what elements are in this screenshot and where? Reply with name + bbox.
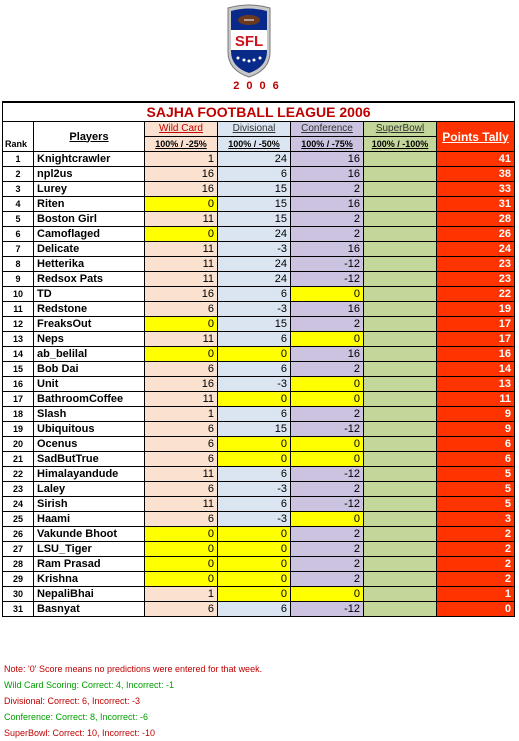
divisional-score: 0 [218, 572, 291, 587]
superbowl-header: SuperBowl [364, 122, 437, 137]
superbowl-score [364, 587, 437, 602]
superbowl-score [364, 392, 437, 407]
rank-cell: 15 [3, 362, 34, 377]
wild-card-score: 1 [145, 587, 218, 602]
wild-card-score: 0 [145, 572, 218, 587]
divisional-score: 6 [218, 407, 291, 422]
superbowl-score [364, 557, 437, 572]
rank-cell: 2 [3, 167, 34, 182]
table-row [3, 467, 515, 482]
superbowl-score [364, 497, 437, 512]
rank-cell: 1 [3, 152, 34, 167]
table-row [3, 227, 515, 242]
conference-scoring: 100% / -75% [291, 137, 364, 152]
table-row [3, 362, 515, 377]
rank-cell: 13 [3, 332, 34, 347]
superbowl-score [364, 347, 437, 362]
player-name: Bob Dai [34, 362, 145, 377]
wild-card-score: 6 [145, 602, 218, 617]
points-tally: 0 [437, 602, 515, 617]
wild-card-score: 6 [145, 362, 218, 377]
divisional-score: 15 [218, 182, 291, 197]
wild-card-score: 6 [145, 422, 218, 437]
superbowl-score [364, 362, 437, 377]
wild-card-score: 16 [145, 182, 218, 197]
points-tally: 17 [437, 332, 515, 347]
conference-score: 0 [291, 452, 364, 467]
rank-cell: 9 [3, 272, 34, 287]
superbowl-scoring: 100% / -100% [364, 137, 437, 152]
player-name: Camoflaged [34, 227, 145, 242]
table-row [3, 452, 515, 467]
superbowl-score [364, 167, 437, 182]
points-tally: 22 [437, 287, 515, 302]
player-name: Lurey [34, 182, 145, 197]
divisional-score: 24 [218, 227, 291, 242]
rank-cell: 22 [3, 467, 34, 482]
rank-cell: 23 [3, 482, 34, 497]
players-header: Players [34, 122, 145, 152]
table-row [3, 377, 515, 392]
table-row [3, 197, 515, 212]
superbowl-score [364, 467, 437, 482]
conference-score: 0 [291, 332, 364, 347]
points-tally: 2 [437, 572, 515, 587]
points-tally: 23 [437, 272, 515, 287]
conference-score: 2 [291, 362, 364, 377]
wild-card-scoring-note: Wild Card Scoring: Correct: 4, Incorrect: -1 [4, 680, 175, 690]
player-name: Ubiquitous [34, 422, 145, 437]
points-tally: 19 [437, 302, 515, 317]
points-tally: 26 [437, 227, 515, 242]
superbowl-score [364, 287, 437, 302]
points-tally: 9 [437, 407, 515, 422]
rank-cell: 17 [3, 392, 34, 407]
conference-score: 16 [291, 152, 364, 167]
rank-cell: 20 [3, 437, 34, 452]
conference-score: -12 [291, 272, 364, 287]
player-name: Slash [34, 407, 145, 422]
points-tally: 14 [437, 362, 515, 377]
wild-card-score: 11 [145, 392, 218, 407]
player-name: Vakunde Bhoot [34, 527, 145, 542]
player-name: Delicate [34, 242, 145, 257]
table-row [3, 482, 515, 497]
player-name: Redstone [34, 302, 145, 317]
conference-score: 0 [291, 377, 364, 392]
wild-card-scoring: 100% / -25% [145, 137, 218, 152]
rank-cell: 12 [3, 317, 34, 332]
table-row [3, 332, 515, 347]
player-name: ab_belilal [34, 347, 145, 362]
table-row [3, 167, 515, 182]
wild-card-score: 0 [145, 227, 218, 242]
rank-cell: 28 [3, 557, 34, 572]
conference-score: 16 [291, 167, 364, 182]
points-tally: 13 [437, 377, 515, 392]
conference-score: 0 [291, 512, 364, 527]
divisional-score: 0 [218, 392, 291, 407]
points-tally: 33 [437, 182, 515, 197]
superbowl-score [364, 407, 437, 422]
rank-cell: 21 [3, 452, 34, 467]
wild-card-score: 6 [145, 512, 218, 527]
superbowl-score [364, 602, 437, 617]
wild-card-score: 11 [145, 212, 218, 227]
wild-card-score: 11 [145, 242, 218, 257]
conference-score: 2 [291, 317, 364, 332]
table-row [3, 272, 515, 287]
superbowl-scoring-note: SuperBowl: Correct: 10, Incorrect: -10 [4, 728, 156, 738]
conference-score: 0 [291, 392, 364, 407]
standings-rows [3, 152, 515, 617]
rank-cell: 7 [3, 242, 34, 257]
player-name: Knightcrawler [34, 152, 145, 167]
points-tally: 41 [437, 152, 515, 167]
conference-score: 16 [291, 302, 364, 317]
player-name: Neps [34, 332, 145, 347]
points-tally-header: Points Tally [437, 122, 515, 152]
conference-score: 2 [291, 542, 364, 557]
player-name: npl2us [34, 167, 145, 182]
divisional-score: 6 [218, 497, 291, 512]
table-row [3, 317, 515, 332]
league-logo-area [0, 0, 519, 96]
wild-card-score: 6 [145, 302, 218, 317]
wild-card-score: 11 [145, 257, 218, 272]
divisional-score: 0 [218, 437, 291, 452]
player-name: Riten [34, 197, 145, 212]
player-name: Redsox Pats [34, 272, 145, 287]
superbowl-score [364, 452, 437, 467]
points-tally: 28 [437, 212, 515, 227]
conference-score: -12 [291, 422, 364, 437]
superbowl-score [364, 242, 437, 257]
wild-card-score: 1 [145, 407, 218, 422]
superbowl-score [364, 152, 437, 167]
player-name: FreaksOut [34, 317, 145, 332]
divisional-score: 6 [218, 362, 291, 377]
divisional-score: 0 [218, 557, 291, 572]
points-tally: 9 [437, 422, 515, 437]
points-tally: 3 [437, 512, 515, 527]
conference-score: 2 [291, 407, 364, 422]
conference-score: -12 [291, 467, 364, 482]
player-name: Laley [34, 482, 145, 497]
wild-card-score: 16 [145, 167, 218, 182]
rank-cell: 31 [3, 602, 34, 617]
superbowl-score [364, 182, 437, 197]
divisional-score: 6 [218, 167, 291, 182]
table-row [3, 527, 515, 542]
divisional-score: 0 [218, 452, 291, 467]
table-row [3, 512, 515, 527]
divisional-score: 0 [218, 542, 291, 557]
player-name: Haami [34, 512, 145, 527]
superbowl-score [364, 197, 437, 212]
table-row [3, 572, 515, 587]
table-row [3, 152, 515, 167]
points-tally: 5 [437, 497, 515, 512]
wild-card-score: 16 [145, 377, 218, 392]
player-name: Krishna [34, 572, 145, 587]
conference-scoring-note: Conference: Correct: 8, Incorrect: -6 [4, 712, 149, 722]
conference-header: Conference [291, 122, 364, 137]
table-row [3, 347, 515, 362]
divisional-score: 15 [218, 212, 291, 227]
points-tally: 2 [437, 542, 515, 557]
rank-cell: 18 [3, 407, 34, 422]
player-name: Hetterika [34, 257, 145, 272]
table-row [3, 242, 515, 257]
points-tally: 1 [437, 587, 515, 602]
wild-card-score: 16 [145, 287, 218, 302]
superbowl-score [364, 257, 437, 272]
points-tally: 2 [437, 527, 515, 542]
wild-card-score: 0 [145, 197, 218, 212]
conference-score: 16 [291, 347, 364, 362]
divisional-score: 0 [218, 347, 291, 362]
rank-cell: 19 [3, 422, 34, 437]
points-tally: 6 [437, 452, 515, 467]
divisional-scoring-note: Divisional: Correct: 6, Incorrect: -3 [4, 696, 141, 706]
table-row [3, 392, 515, 407]
divisional-score: -3 [218, 482, 291, 497]
conference-score: 2 [291, 182, 364, 197]
wild-card-score: 6 [145, 452, 218, 467]
table-title: SAJHA FOOTBALL LEAGUE 2006 [3, 102, 515, 122]
rank-cell: 4 [3, 197, 34, 212]
divisional-score: 24 [218, 272, 291, 287]
table-row [3, 182, 515, 197]
conference-score: 2 [291, 527, 364, 542]
rank-cell: 26 [3, 527, 34, 542]
rank-cell: 3 [3, 182, 34, 197]
wild-card-score: 0 [145, 347, 218, 362]
divisional-score: 0 [218, 527, 291, 542]
player-name: BathroomCoffee [34, 392, 145, 407]
points-tally: 24 [437, 242, 515, 257]
table-row [3, 257, 515, 272]
superbowl-score [364, 512, 437, 527]
conference-score: 0 [291, 437, 364, 452]
divisional-score: 24 [218, 152, 291, 167]
player-name: LSU_Tiger [34, 542, 145, 557]
rank-cell: 30 [3, 587, 34, 602]
rank-cell: 5 [3, 212, 34, 227]
wild-card-score: 0 [145, 317, 218, 332]
table-row [3, 587, 515, 602]
points-tally: 5 [437, 467, 515, 482]
points-tally: 31 [437, 197, 515, 212]
conference-score: -12 [291, 497, 364, 512]
wild-card-score: 11 [145, 332, 218, 347]
player-name: Unit [34, 377, 145, 392]
rank-cell: 25 [3, 512, 34, 527]
table-row [3, 497, 515, 512]
player-name: NepaliBhai [34, 587, 145, 602]
player-name: SadButTrue [34, 452, 145, 467]
wild-card-score: 0 [145, 527, 218, 542]
rank-cell: 10 [3, 287, 34, 302]
superbowl-score [364, 377, 437, 392]
table-row [3, 422, 515, 437]
table-row [3, 437, 515, 452]
conference-score: -12 [291, 257, 364, 272]
divisional-score: 15 [218, 197, 291, 212]
divisional-score: 24 [218, 257, 291, 272]
points-tally: 38 [437, 167, 515, 182]
table-row [3, 602, 515, 617]
table-row [3, 212, 515, 227]
player-name: Ocenus [34, 437, 145, 452]
wild-card-score: 11 [145, 467, 218, 482]
table-row [3, 557, 515, 572]
table-row [3, 542, 515, 557]
divisional-header: Divisional [218, 122, 291, 137]
player-name: Ram Prasad [34, 557, 145, 572]
wild-card-score: 6 [145, 482, 218, 497]
logo-year: 2006 [233, 80, 286, 92]
player-name: Sirish [34, 497, 145, 512]
divisional-score: 6 [218, 602, 291, 617]
divisional-score: -3 [218, 377, 291, 392]
divisional-score: 0 [218, 587, 291, 602]
rank-cell: 8 [3, 257, 34, 272]
wild-card-score: 1 [145, 152, 218, 167]
rank-header: Rank [3, 122, 34, 152]
table-row [3, 407, 515, 422]
divisional-score: 15 [218, 317, 291, 332]
points-tally: 2 [437, 557, 515, 572]
points-tally: 11 [437, 392, 515, 407]
sfl-shield-logo [224, 2, 274, 78]
rank-cell: 14 [3, 347, 34, 362]
wild-card-score: 11 [145, 272, 218, 287]
conference-score: 2 [291, 482, 364, 497]
superbowl-score [364, 212, 437, 227]
rank-cell: 27 [3, 542, 34, 557]
scoring-notes [4, 661, 516, 741]
points-tally: 17 [437, 317, 515, 332]
conference-score: 16 [291, 242, 364, 257]
player-name: TD [34, 287, 145, 302]
conference-score: 16 [291, 197, 364, 212]
superbowl-score [364, 437, 437, 452]
conference-score: 0 [291, 587, 364, 602]
rank-cell: 24 [3, 497, 34, 512]
divisional-scoring: 100% / -50% [218, 137, 291, 152]
zero-score-note: Note: '0' Score means no predictions were entered for that week. [4, 664, 263, 674]
superbowl-score [364, 302, 437, 317]
wild-card-header: Wild Card [145, 122, 218, 137]
conference-score: -12 [291, 602, 364, 617]
superbowl-score [364, 317, 437, 332]
conference-score: 2 [291, 212, 364, 227]
player-name: Boston Girl [34, 212, 145, 227]
divisional-score: -3 [218, 302, 291, 317]
superbowl-score [364, 527, 437, 542]
conference-score: 2 [291, 227, 364, 242]
superbowl-score [364, 422, 437, 437]
divisional-score: 15 [218, 422, 291, 437]
superbowl-score [364, 572, 437, 587]
rank-cell: 29 [3, 572, 34, 587]
divisional-score: -3 [218, 242, 291, 257]
rank-cell: 16 [3, 377, 34, 392]
superbowl-score [364, 482, 437, 497]
wild-card-score: 0 [145, 557, 218, 572]
divisional-score: 6 [218, 467, 291, 482]
superbowl-score [364, 227, 437, 242]
logo-text: SFL [234, 33, 264, 50]
points-tally: 23 [437, 257, 515, 272]
table-row [3, 302, 515, 317]
points-tally: 6 [437, 437, 515, 452]
player-name: Basnyat [34, 602, 145, 617]
points-tally: 16 [437, 347, 515, 362]
conference-score: 0 [291, 287, 364, 302]
divisional-score: 6 [218, 287, 291, 302]
player-name: Himalayandude [34, 467, 145, 482]
superbowl-score [364, 272, 437, 287]
table-row [3, 287, 515, 302]
divisional-score: 6 [218, 332, 291, 347]
conference-score: 2 [291, 557, 364, 572]
wild-card-score: 6 [145, 437, 218, 452]
divisional-score: -3 [218, 512, 291, 527]
standings-table [2, 101, 515, 617]
wild-card-score: 11 [145, 497, 218, 512]
rank-cell: 11 [3, 302, 34, 317]
superbowl-score [364, 332, 437, 347]
conference-score: 2 [291, 572, 364, 587]
rank-cell: 6 [3, 227, 34, 242]
superbowl-score [364, 542, 437, 557]
wild-card-score: 0 [145, 542, 218, 557]
points-tally: 5 [437, 482, 515, 497]
